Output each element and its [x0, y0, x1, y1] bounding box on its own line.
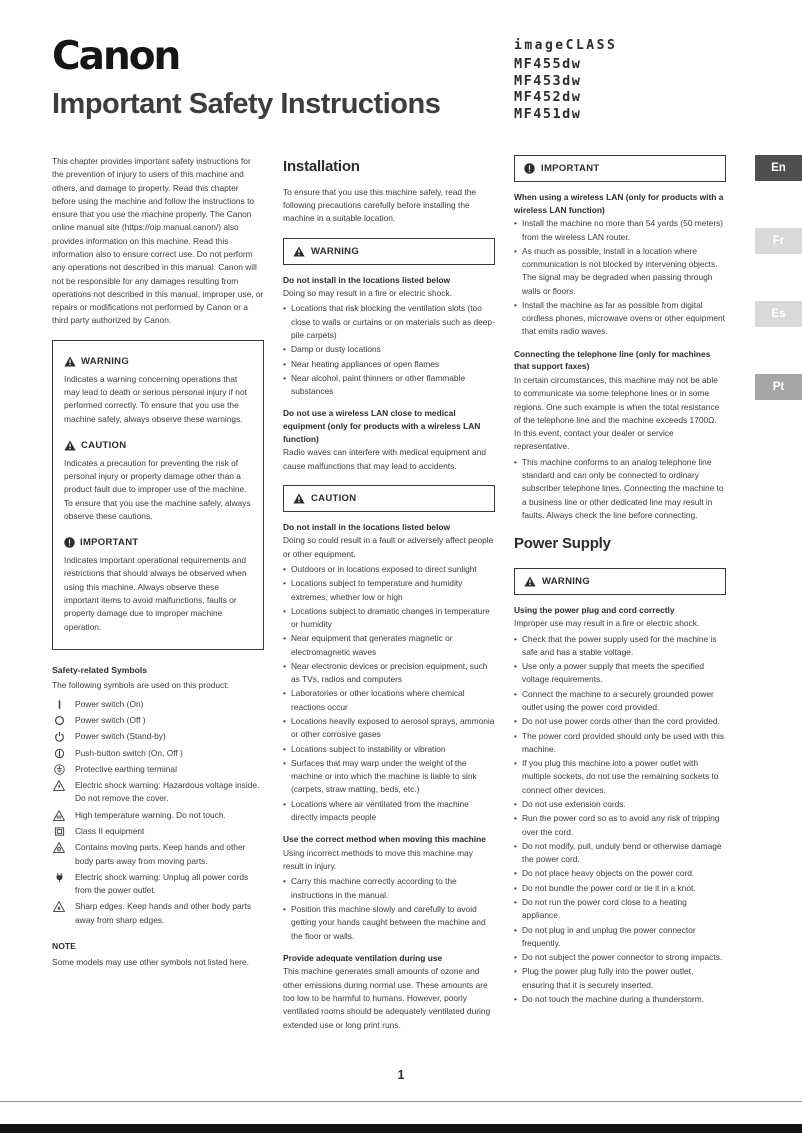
bullet-item: • Locations subject to instability or vibration — [283, 743, 495, 756]
language-tab-pt: Pt — [755, 374, 802, 400]
section-text: Radio waves can interfere with medical equipment and cause malfunctions that may lead to accidents. — [283, 447, 486, 471]
warning-description: Indicates a warning concerning operations that may lead to death or serious personal injury if not performed correctly. To ensure that you use the machine safely, always observe these warnings. — [64, 373, 247, 424]
symbol-description: Sharp edges. Keep hands and other body parts away from sharp edges. — [75, 901, 252, 925]
symbol-row — [52, 900, 264, 927]
bullet-item: • Connect the machine to a securely grounded power outlet using the power cord provided. — [514, 688, 726, 715]
symbol-row — [52, 730, 264, 743]
bullet-item: • Near equipment that generates magnetic or electromagnetic waves — [283, 632, 495, 659]
warning-box — [514, 568, 726, 595]
caution-description: Indicates a precaution for preventing the risk of personal injury or property damage other than a product fault due to improper use of the machine. To ensure that you use the machine safely, always observe these cautions. — [64, 457, 251, 521]
section-text: Improper use may result in a fire or electric shock. — [514, 618, 700, 629]
symbol-description: Power switch (Off ) — [75, 715, 146, 726]
symbol-row — [52, 698, 264, 711]
model-name: MF455dw — [514, 56, 582, 72]
wireless-lan-list — [514, 217, 726, 339]
symbol-description: Class II equipment — [75, 825, 145, 836]
warning-box — [283, 238, 495, 265]
model-name: MF452dw — [514, 89, 582, 105]
moving-machine-list — [283, 875, 495, 942]
high-temperature-warning-icon — [52, 809, 66, 821]
section-heading: When using a wireless LAN (only for products with a wireless LAN function) — [514, 192, 724, 215]
warning-triangle-icon — [524, 576, 536, 587]
power-standby-icon — [52, 730, 66, 742]
note-text: Some models may use other symbols not listed here. — [52, 956, 249, 967]
footer-rule — [0, 1101, 802, 1102]
symbol-row — [52, 809, 264, 822]
bullet-item: • This machine conforms to an analog telephone line standard and can only be connected to ordinary subscriber telephone lines. Connecting the machine to a business line or other dedicated line may result in faults. Always check the line before connecting. — [514, 456, 726, 522]
power-cord-list — [514, 633, 726, 1007]
bullet-item: • Near heating appliances or open flames — [283, 358, 495, 371]
bullet-item: • Do not run the power cord close to a heating appliance. — [514, 896, 726, 923]
bullet-item: • Near alcohol, paint thinners or other flammable substances — [283, 372, 495, 399]
bullet-item: • Do not use power cords other than the cord provided. — [514, 715, 726, 728]
important-circle-icon — [524, 163, 535, 174]
warning-triangle-icon — [64, 356, 76, 367]
model-name: MF451dw — [514, 105, 582, 122]
page-number: 1 — [397, 1068, 405, 1082]
symbol-row — [52, 871, 264, 898]
bullet-item: • Locations subject to dramatic changes in temperature or humidity — [283, 605, 495, 632]
column-overview — [52, 155, 264, 1034]
conventions-box — [52, 340, 264, 650]
bullet-item: • Do not plug in and unplug the power connector frequently. — [514, 924, 726, 951]
section-text: This machine generates small amounts of ozone and other emissions during normal use. These amounts are too low to be harmful to humans. However, poorly ventilated rooms should be adequately ventilated during extended use or long print runs. — [283, 966, 491, 1030]
caution-convention — [64, 438, 252, 523]
safety-symbols-list — [52, 698, 264, 927]
telephone-line-list — [514, 456, 726, 522]
symbols-intro: The following symbols are used on this product: — [52, 680, 229, 691]
power-off-icon — [52, 714, 66, 726]
bullet-item: • Carry this machine correctly according to the instructions in the manual. — [283, 875, 495, 902]
section-text: Doing so may result in a fire or electric shock. — [283, 288, 452, 299]
symbol-row — [52, 763, 264, 776]
bullet-item: • Do not bundle the power cord or tie it in a knot. — [514, 882, 726, 895]
section-heading: Do not install in the locations listed below — [283, 274, 451, 285]
caution-label: CAUTION — [311, 492, 357, 504]
caution-triangle-icon — [64, 440, 76, 451]
section-text: In certain circumstances, this machine may not be able to communicate via some telephone lines or in some regions. One such example is when the total resistance of the telephone line and the machine exceeds 1700Ω. In this event, contact your dealer or service representative. — [514, 374, 720, 452]
installation-intro: To ensure that you use this machine safely, read the following precautions carefully before installing the machine in a suitable location. — [283, 186, 477, 224]
important-label: IMPORTANT — [80, 537, 139, 549]
symbol-description: Electric shock warning: Hazardous voltage inside. Do not remove the cover. — [75, 780, 260, 804]
bullet-item: • Damp or dusty locations — [283, 343, 495, 356]
bullet-item: • Locations that risk blocking the ventilation slots (too close to walls or curtains or on materials such as deep-pile carpets) — [283, 302, 495, 342]
symbol-description: Power switch (On) — [75, 698, 144, 709]
bullet-item: • Laboratories or other locations where chemical reactions occur — [283, 687, 495, 714]
bullet-item: • Outdoors or in locations exposed to direct sunlight — [283, 563, 495, 576]
warning-label: WARNING — [311, 245, 360, 257]
bullet-item: • Do not subject the power connector to strong impacts. — [514, 951, 726, 964]
bullet-item: • The power cord provided should only be used with this machine. — [514, 730, 726, 757]
section-heading: Provide adequate ventilation during use — [283, 952, 443, 963]
bullet-item: • Locations subject to temperature and humidity extremes, whether low or high — [283, 577, 495, 604]
power-on-icon — [52, 698, 66, 710]
column-power-supply — [514, 155, 726, 1034]
language-tab-fr: Fr — [755, 228, 802, 254]
install-warning-list — [283, 302, 495, 398]
moving-parts-warning-icon — [52, 841, 66, 853]
section-text: Using incorrect methods to move this machine may result in injury. — [283, 847, 473, 872]
note-heading: NOTE — [52, 940, 76, 951]
symbol-row — [52, 747, 264, 760]
bottom-bar — [0, 1124, 802, 1133]
bullet-item: • If you plug this machine into a power outlet with multiple sockets, do not use the remaining sockets to connect other devices. — [514, 757, 726, 797]
symbol-description: Power switch (Stand-by) — [75, 731, 166, 742]
important-convention — [64, 535, 252, 634]
bullet-item: • Do not touch the machine during a thunderstorm. — [514, 993, 726, 1006]
install-caution-list — [283, 563, 495, 824]
section-heading: Using the power plug and cord correctly — [514, 604, 675, 615]
bullet-item: • Run the power cord so as to avoid any risk of tripping over the cord. — [514, 812, 726, 839]
column-installation — [283, 155, 495, 1034]
bullet-item: • Check that the power supply used for the machine is safe and has a stable voltage. — [514, 633, 726, 660]
symbol-description: Push-button switch (On, Off ) — [75, 747, 183, 758]
bullet-item: • Do not use extension cords. — [514, 798, 726, 811]
important-label: IMPORTANT — [541, 163, 600, 174]
caution-box — [283, 485, 495, 512]
bullet-item: • Near electronic devices or precision equipment, such as TVs, radios and computers — [283, 660, 495, 687]
symbol-description: High temperature warning. Do not touch. — [75, 809, 226, 820]
bullet-item: • Install the machine no more than 54 yards (50 meters) from the wireless LAN router. — [514, 217, 726, 244]
bullet-item: • Locations heavily exposed to aerosol sprays, ammonia or other corrosive gases — [283, 715, 495, 742]
caution-label: CAUTION — [81, 439, 127, 451]
content-columns — [52, 155, 726, 1034]
language-tab-en: En — [755, 155, 802, 181]
symbol-row — [52, 779, 264, 806]
section-heading: Connecting the telephone line (only for machines that support faxes) — [514, 348, 711, 372]
electric-shock-warning-icon — [52, 779, 66, 791]
important-box — [514, 155, 726, 182]
model-name: MF453dw — [514, 72, 582, 89]
symbol-row — [52, 825, 264, 838]
earth-terminal-icon — [52, 763, 66, 775]
important-description: Indicates important operational requirements and restrictions that should always be observed when using this machine. Always observe these important items to avoid malfunctions, faults or property damage due to improper machine operation. — [64, 555, 247, 632]
bullet-item: • Position this machine slowly and carefully to avoid getting your hands caught between the machine and the floor or walls. — [283, 903, 495, 943]
class-ii-equipment-icon — [52, 825, 66, 837]
sharp-edges-warning-icon — [52, 900, 66, 912]
language-tab-es: Es — [755, 301, 802, 327]
caution-triangle-icon — [293, 493, 305, 504]
product-line-name: imageCLASS — [514, 38, 618, 53]
chapter-intro: This chapter provides important safety instructions for the prevention of injury to users of this machine and others, and damage to property. Read this chapter before using the machine and follow the instructions to ensure that you use the machine properly. The Canon online manual site (https://oip.manual.canon/) also provides information on this machine. Read this information also to ensure correct use. Do not perform any operations not described in this manual. Canon will not be responsible for any damages resulting from operations not described in this manual, improper use, or repairs or modifications not performed by Canon or a third party authorized by Canon. — [52, 156, 264, 326]
section-heading: Use the correct method when moving this machine — [283, 834, 486, 845]
section-heading: Do not use a wireless LAN close to medical equipment (only for products with a wireless LAN function) — [283, 408, 481, 444]
symbol-description: Electric shock warning: Unplug all power cords from the power outlet. — [75, 871, 249, 896]
symbol-description: Contains moving parts. Keep hands and other body parts away from moving parts. — [75, 842, 246, 866]
bullet-item: • Surfaces that may warp under the weight of the machine or into which the machine is liable to sink (carpets, straw matting, beds, etc.) — [283, 757, 495, 797]
warning-label: WARNING — [542, 575, 591, 587]
unplug-power-cords-icon — [52, 871, 66, 883]
bullet-item: • Do not modify, pull, unduly bend or otherwise damage the power cord. — [514, 840, 726, 867]
section-text: Doing so could result in a fault or adversely affect people or other equipment. — [283, 535, 494, 559]
bullet-item: • Use only a power supply that meets the specified voltage requirements. — [514, 660, 726, 687]
canon-logo: Canon — [52, 34, 180, 79]
power-supply-heading: Power Supply — [514, 535, 611, 553]
symbol-description: Protective earthing terminal — [75, 763, 177, 774]
warning-label: WARNING — [81, 355, 130, 367]
warning-triangle-icon — [293, 246, 305, 257]
bullet-item: • Do not place heavy objects on the power cord. — [514, 867, 726, 880]
bullet-item: • Install the machine as far as possible from digital cordless phones, microwave ovens or other equipment that emits radio waves. — [514, 299, 726, 339]
warning-convention — [64, 354, 252, 426]
bullet-item: • Locations where air ventilated from the machine directly impacts people — [283, 798, 495, 825]
installation-heading: Installation — [283, 158, 360, 175]
symbol-row — [52, 841, 264, 868]
important-circle-icon — [64, 537, 75, 548]
bullet-item: • Plug the power plug fully into the power outlet, ensuring that it is securely inserted. — [514, 965, 726, 992]
push-button-switch-icon — [52, 747, 66, 759]
page-title: Important Safety Instructions — [52, 88, 441, 120]
symbol-row — [52, 714, 264, 727]
bullet-item: • As much as possible, install in a location where communication is not blocked by intervening objects. The signal may be degraded when passing through walls or floors. — [514, 245, 726, 298]
product-model-block — [514, 38, 617, 122]
symbols-heading: Safety-related Symbols — [52, 664, 148, 675]
section-heading: Do not install in the locations listed below — [283, 521, 451, 532]
